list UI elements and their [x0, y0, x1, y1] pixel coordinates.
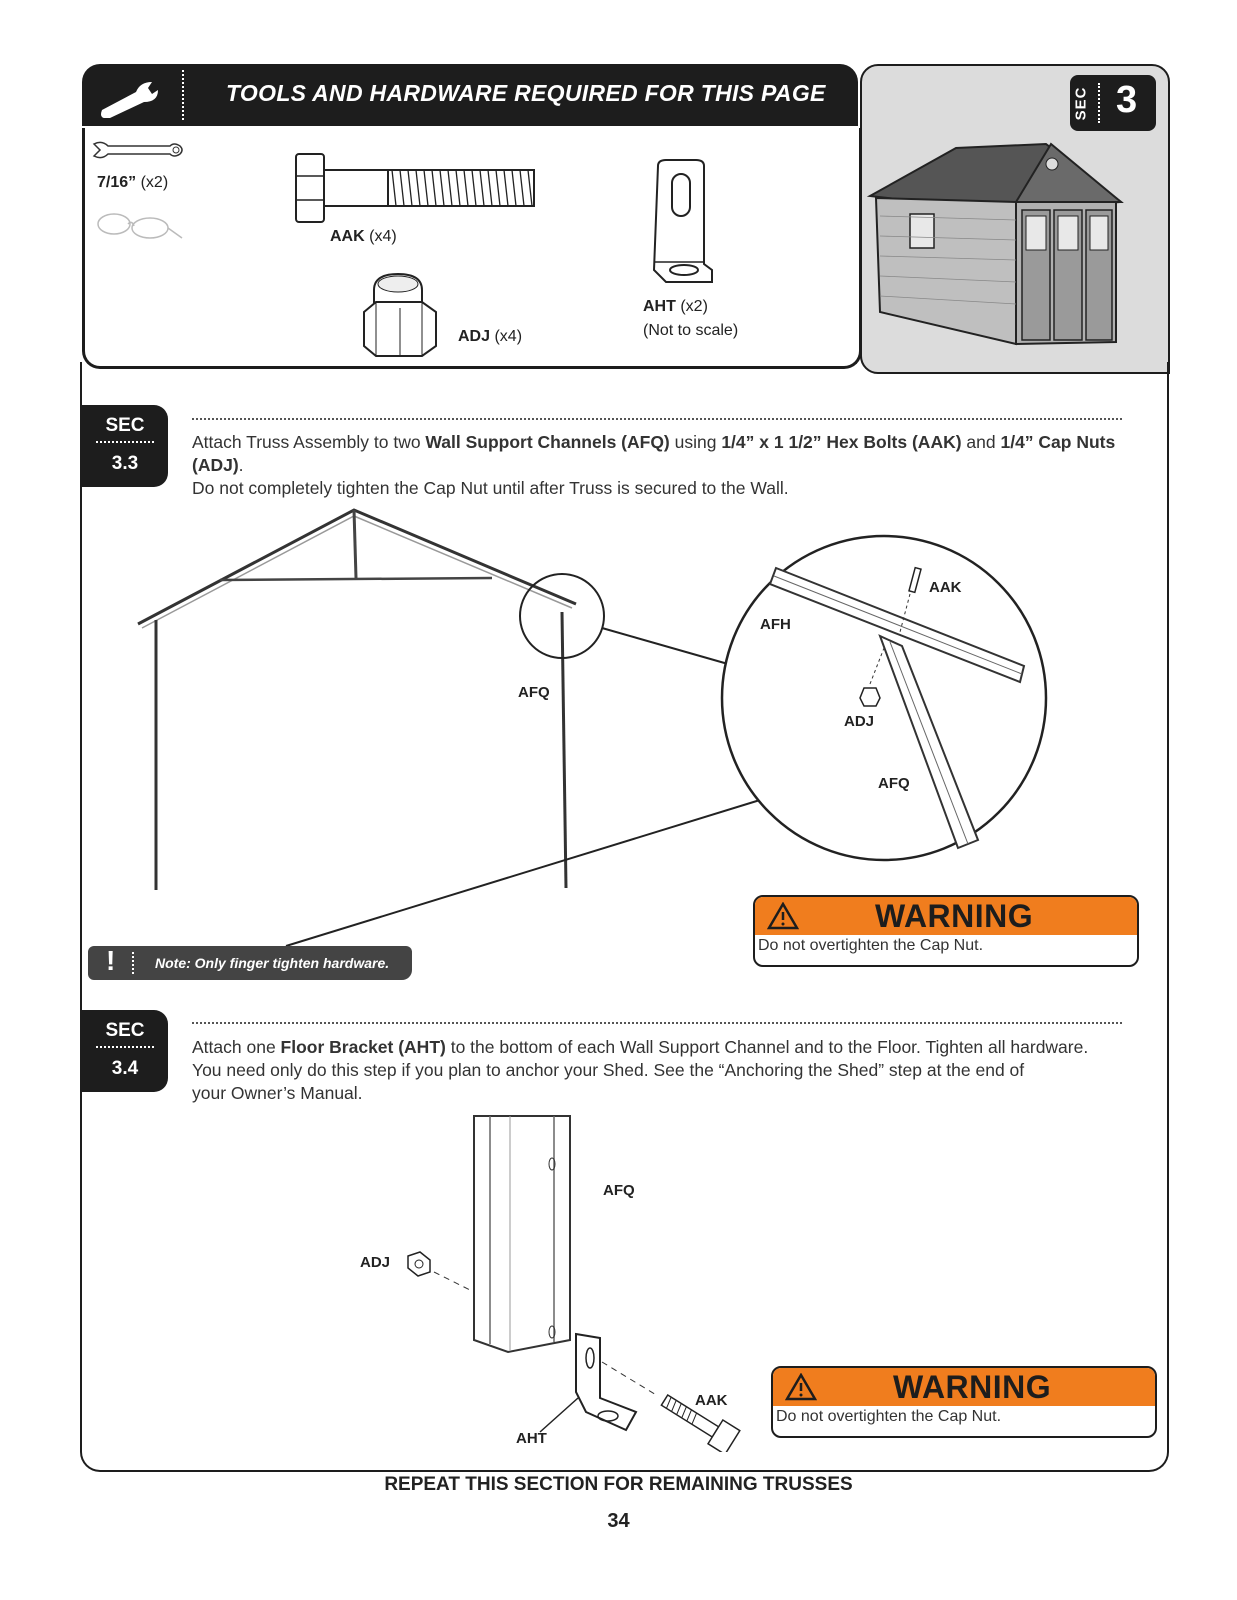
sec34-instructions — [192, 1036, 1152, 1105]
text: using — [669, 432, 722, 452]
adj-code: ADJ — [458, 328, 491, 345]
text: and — [961, 432, 1001, 452]
wrench-icon — [90, 140, 186, 160]
section-tab-number: 3.3 — [111, 453, 139, 474]
section-tab-3-3 — [82, 405, 168, 487]
warning-text: Do not overtighten the Cap Nut. — [776, 1408, 1002, 1425]
warning-box — [753, 895, 1139, 967]
section-tab-3-4 — [82, 1010, 168, 1092]
text-bold: Floor Bracket (AHT) — [280, 1037, 446, 1057]
warning-box — [771, 1366, 1157, 1438]
note-text: Note: Only finger tighten hardware. — [155, 955, 390, 971]
label-afq: AFQ — [603, 1182, 635, 1199]
text: your Owner’s Manual. — [192, 1083, 363, 1103]
safety-glasses-icon — [92, 208, 184, 242]
warning-triangle-icon — [785, 1373, 817, 1401]
warning-title: WARNING — [875, 898, 1034, 934]
text: Do not completely tighten the Cap Nut until after Truss is secured to the Wall. — [192, 478, 789, 498]
adj-qty: (x4) — [494, 328, 523, 345]
label-afq-detail: AFQ — [878, 775, 910, 792]
text-bold: 1/4” x 1 1/2” Hex Bolts (AAK) — [721, 432, 962, 452]
label-adj: ADJ — [360, 1254, 391, 1271]
label-afq: AFQ — [518, 684, 550, 701]
warning-title: WARNING — [893, 1369, 1052, 1405]
aht-qty: (x2) — [680, 298, 708, 315]
text-bold: Wall Support Channels (AFQ) — [425, 432, 670, 452]
section-tab-label: SEC — [105, 415, 145, 436]
dotted-divider — [192, 418, 1122, 420]
warning-text: Do not overtighten the Cap Nut. — [758, 937, 984, 954]
note-bar — [88, 946, 412, 980]
floor-bracket-icon — [646, 158, 716, 288]
wrench-size: 7/16” — [97, 174, 137, 191]
sec33-instructions — [192, 431, 1152, 500]
aht-note: (Not to scale) — [643, 322, 739, 339]
label-afh: AFH — [760, 616, 791, 633]
text-bold: 1/4” Cap Nuts (ADJ) — [192, 432, 1116, 475]
label-adj: ADJ — [844, 713, 875, 730]
section-tab-label: SEC — [105, 1020, 145, 1041]
text: to the bottom of each Wall Support Channel and to the Floor. Tighten all hardware. — [445, 1037, 1089, 1057]
text: Attach one — [192, 1037, 281, 1057]
section-badge — [1070, 75, 1156, 131]
wrench-icon — [96, 74, 166, 118]
exclamation-icon: ! — [106, 945, 116, 976]
aak-code: AAK — [330, 228, 365, 245]
section-tab-number: 3.4 — [111, 1058, 139, 1079]
hex-bolt-icon — [292, 150, 542, 226]
section-badge-number: 3 — [1116, 79, 1138, 121]
aak-qty: (x4) — [369, 228, 397, 245]
wrench-qty: (x2) — [140, 174, 169, 191]
warning-triangle-icon — [767, 902, 799, 930]
text: You need only do this step if you plan to anchor your Shed. See the “Anchoring the Shed” step at the end of — [192, 1060, 1025, 1080]
dotted-divider — [192, 1022, 1122, 1024]
label-aak: AAK — [695, 1392, 728, 1409]
header-title: TOOLS AND HARDWARE REQUIRED FOR THIS PAGE — [226, 80, 826, 106]
repeat-instruction: REPEAT THIS SECTION FOR REMAINING TRUSSES — [384, 1474, 853, 1495]
cap-nut-icon — [356, 268, 446, 360]
text: Attach Truss Assembly to two — [192, 432, 426, 452]
aht-code: AHT — [643, 298, 676, 315]
page-number: 34 — [607, 1510, 630, 1532]
text: . — [238, 455, 244, 475]
shed-icon — [866, 136, 1166, 352]
header-divider — [182, 70, 184, 120]
label-aak: AAK — [929, 579, 962, 596]
section-badge-label: SEC — [1072, 86, 1090, 121]
label-aht: AHT — [516, 1430, 547, 1447]
